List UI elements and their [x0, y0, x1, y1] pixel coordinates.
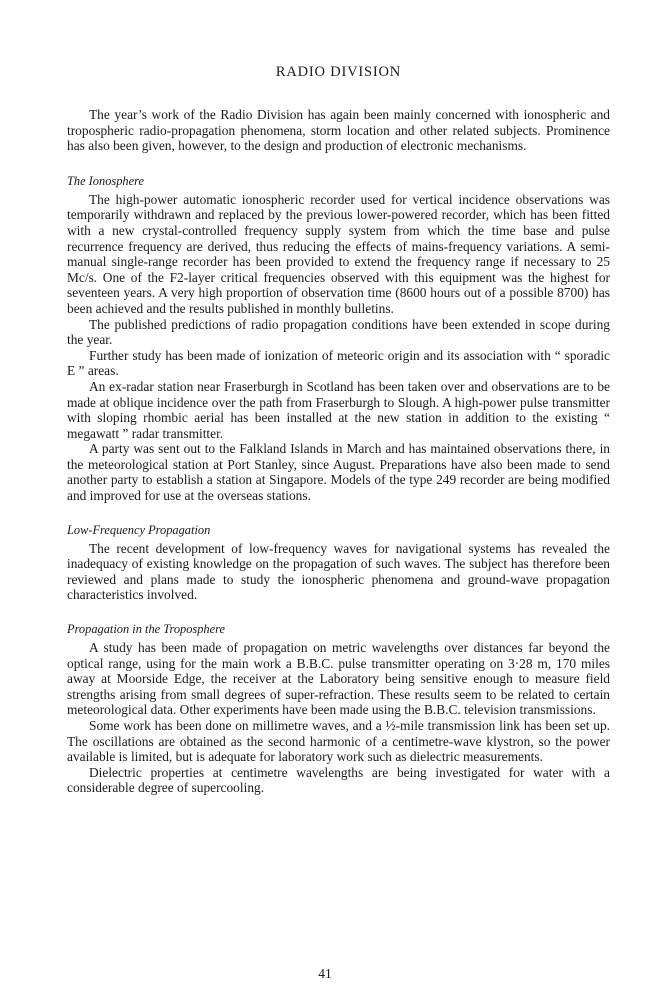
- intro-paragraph: The year’s work of the Radio Division has again been mainly concerned with ionospheric and tropospheric radio-propagation phenomena, storm location and other related subjects. Prominence has also been given, however, to the design and production of electronic mechanisms.: [67, 107, 610, 154]
- section-heading: Low-Frequency Propagation: [67, 522, 211, 537]
- running-title: RADIO DIVISION: [275, 64, 402, 80]
- section-propagation-in-troposphere: [67, 622, 610, 796]
- section-heading: The Ionosphere: [67, 173, 144, 188]
- paragraph: The recent development of low-frequency waves for navigational systems has revealed the inadequacy of existing knowledge on the propagation of such waves. The subject has therefore been reviewed and plans made to study the ionospheric phenomena and ground-wave propagation characteristics involved.: [67, 540, 610, 603]
- paragraph: An ex-radar station near Fraserburgh in Scotland has been taken over and observations are to be made at oblique incidence over the path from Fraserburgh to Slough. A high-power pulse transmitter with sloping rhombic aerial has been installed at the new station in addition to the existing “ megawatt ” radar transmitter.: [67, 378, 610, 441]
- paragraph: The high-power automatic ionospheric recorder used for vertical incidence observations was temporarily withdrawn and replaced by the previous lower-powered recorder, which has been fitted with a new crystal-controlled frequency supply system from which the time base and pulse recurrence frequency are derived, thus reducing the effects of mains-frequency variations. A semi-manual single-range recorder has been provided to extend the frequency range if necessary to 25 Mc/s. One of the F2-layer critical frequencies observed with this equipment was the highest for seventeen years. A very high proportion of observation time (8600 hours out of a possible 8700) has been achieved and the results published in monthly bulletins.: [67, 191, 610, 316]
- paragraph: Dielectric properties at centimetre wavelengths are being investigated for water with a considerable degree of supercooling.: [67, 764, 610, 796]
- paragraph: The published predictions of radio propagation conditions have been extended in scope during the year.: [67, 316, 610, 348]
- paragraph: A study has been made of propagation on metric wavelengths over distances far beyond the optical range, using for the main work a B.B.C. pulse transmitter operating on 3·28 m, 170 miles away at Moorside Edge, the receiver at the Laboratory being sensitive enough to measure field strengths arising from small degrees of super-refraction. These results seem to be related to certain meteorological data. Other experiments have been made using the B.B.C. television transmissions.: [67, 640, 610, 718]
- paragraph: Further study has been made of ionization of meteoric origin and its association with “ sporadic E ” areas.: [67, 347, 610, 379]
- paragraph: Some work has been done on millimetre waves, and a ½-mile transmission link has been set up. The oscillations are obtained as the second harmonic of a centimetre-wave klystron, so the power available is limited, but is adequate for laboratory work such as dielectric measurements.: [67, 718, 610, 765]
- paragraph: A party was sent out to the Falkland Islands in March and has maintained observations there, in the meteorological station at Port Stanley, since August. Preparations have also been made to send another party to establish a station at Singapore. Models of the type 249 recorder are being modified and improved for use at the overseas stations.: [67, 441, 610, 504]
- section-ionosphere: [67, 174, 610, 504]
- page-number: 41: [318, 966, 332, 981]
- section-heading: Propagation in the Troposphere: [67, 622, 225, 637]
- section-low-frequency-propagation: [67, 523, 610, 603]
